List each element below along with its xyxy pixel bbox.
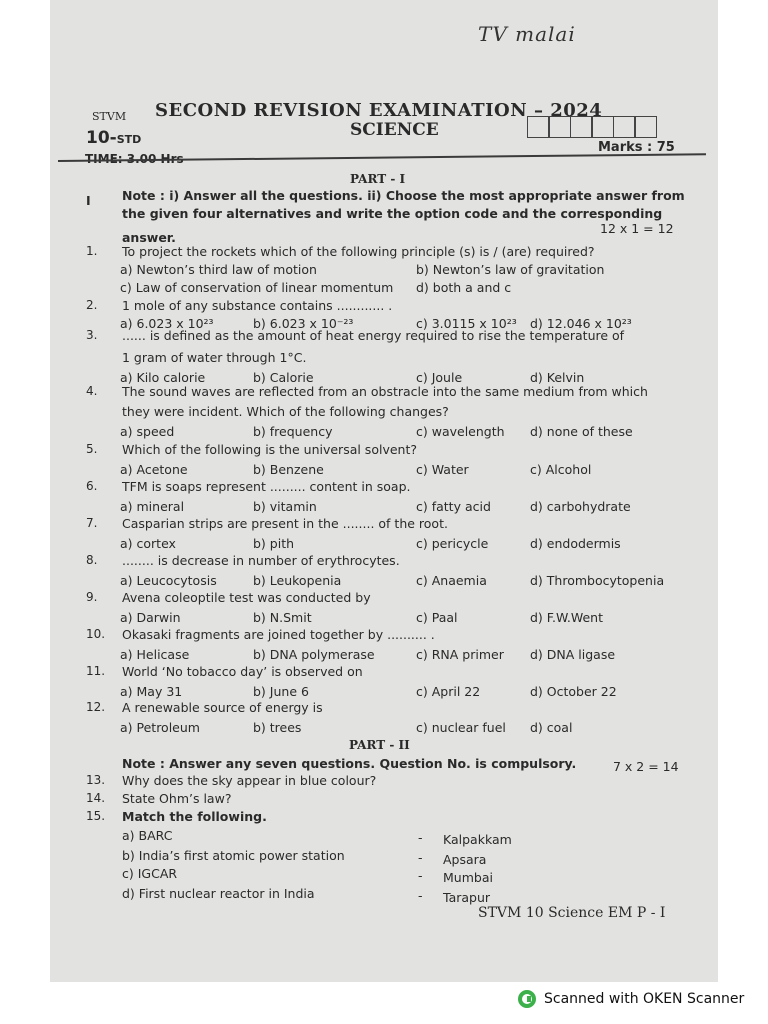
question-text: Which of the following is the universal solvent? xyxy=(122,442,417,457)
answer-option: b) DNA polymerase xyxy=(253,647,375,662)
question-text: 1 mole of any substance contains ............ . xyxy=(122,298,393,313)
part1-heading: PART - I xyxy=(350,172,406,186)
answer-option: c) April 22 xyxy=(416,684,481,699)
question-number: 5. xyxy=(86,442,98,456)
question-number: 10. xyxy=(86,627,106,641)
question-text: A renewable source of energy is xyxy=(122,700,323,715)
answer-option: a) Acetone xyxy=(120,462,188,477)
answer-option: a) Kilo calorie xyxy=(120,370,206,385)
question-number: 11. xyxy=(86,664,106,678)
match-right-item: Tarapur xyxy=(443,890,491,905)
answer-option: a) Helicase xyxy=(120,647,190,662)
question-number: 9. xyxy=(86,590,98,604)
question-text: ........ is decrease in number of erythrocytes. xyxy=(122,553,400,568)
handwritten-note: TV malai xyxy=(478,22,576,46)
question-number: 1. xyxy=(86,244,98,258)
answer-option: a) May 31 xyxy=(120,684,183,699)
answer-option: b) Newton’s law of gravitation xyxy=(416,262,605,277)
q14-text: State Ohm’s law? xyxy=(122,791,232,806)
match-dash: - xyxy=(418,868,423,883)
question-text: ...... is defined as the amount of heat energy required to rise the temperature of xyxy=(122,328,625,343)
answer-option: d) 12.046 x 10²³ xyxy=(530,316,632,331)
part1-note-line1: Note : i) Answer all the questions. ii) Choose the most appropriate answer from xyxy=(122,188,685,203)
match-left-item: b) India’s first atomic power station xyxy=(122,848,345,863)
answer-option: d) Kelvin xyxy=(530,370,585,385)
answer-option: d) both a and c xyxy=(416,280,512,295)
answer-option: a) 6.023 x 10²³ xyxy=(120,316,214,331)
page-footer: STVM 10 Science EM P - I xyxy=(478,905,666,921)
answer-option: c) Water xyxy=(416,462,469,477)
answer-option: c) 3.0115 x 10²³ xyxy=(416,316,517,331)
part1-roman: I xyxy=(86,193,91,208)
answer-option: a) Petroleum xyxy=(120,720,200,735)
answer-option: a) mineral xyxy=(120,499,185,514)
answer-option: c) Anaemia xyxy=(416,573,487,588)
answer-option: b) frequency xyxy=(253,424,333,439)
scanner-watermark xyxy=(518,990,744,1008)
answer-option: a) cortex xyxy=(120,536,176,551)
answer-option: c) pericycle xyxy=(416,536,489,551)
match-left-item: c) IGCAR xyxy=(122,866,178,881)
question-number: 8. xyxy=(86,553,98,567)
answer-option: b) vitamin xyxy=(253,499,317,514)
subject-title: SCIENCE xyxy=(350,120,439,140)
question-text: TFM is soaps represent ......... content in soap. xyxy=(122,479,411,494)
answer-option: c) nuclear fuel xyxy=(416,720,506,735)
question-text: 1 gram of water through 1°C. xyxy=(122,350,307,365)
question-number: 3. xyxy=(86,328,98,342)
time-label: TIME: 3.00 Hrs xyxy=(85,152,184,166)
match-right-item: Mumbai xyxy=(443,870,493,885)
marks-label: Marks : 75 xyxy=(598,140,675,155)
match-dash: - xyxy=(418,830,423,845)
answer-option: c) RNA primer xyxy=(416,647,504,662)
match-dash: - xyxy=(418,850,423,865)
question-text: Okasaki fragments are joined together by .......... . xyxy=(122,627,435,642)
answer-option: a) Newton’s third law of motion xyxy=(120,262,317,277)
part1-note-line2: the given four alternatives and write the option code and the corresponding xyxy=(122,206,663,221)
part2-score: 7 x 2 = 14 xyxy=(613,759,679,774)
answer-option: d) endodermis xyxy=(530,536,621,551)
scanner-label: Scanned with OKEN Scanner xyxy=(544,991,745,1007)
q15-number: 15. xyxy=(86,809,106,823)
part1-score: 12 x 1 = 12 xyxy=(600,221,674,236)
question-number: 4. xyxy=(86,384,98,398)
answer-option: c) fatty acid xyxy=(416,499,491,514)
part2-heading: PART - II xyxy=(349,738,410,752)
answer-option: b) trees xyxy=(253,720,302,735)
answer-option: d) coal xyxy=(530,720,573,735)
question-text: To project the rockets which of the following principle (s) is / (are) required? xyxy=(122,244,595,259)
question-text: Casparian strips are present in the ........ of the root. xyxy=(122,516,448,531)
question-text: Avena coleoptile test was conducted by xyxy=(122,590,371,605)
answer-option: b) N.Smit xyxy=(253,610,312,625)
answer-option: a) Leucocytosis xyxy=(120,573,217,588)
question-number: 6. xyxy=(86,479,98,493)
match-left-item: a) BARC xyxy=(122,828,173,843)
question-number: 2. xyxy=(86,298,98,312)
answer-option: a) speed xyxy=(120,424,175,439)
answer-option: c) Joule xyxy=(416,370,463,385)
answer-option: d) DNA ligase xyxy=(530,647,616,662)
answer-option: c) Paal xyxy=(416,610,458,625)
question-number: 7. xyxy=(86,516,98,530)
answer-option: c) Alcohol xyxy=(530,462,592,477)
std-label: 10-STD xyxy=(86,128,142,148)
register-number-boxes xyxy=(528,116,657,138)
answer-option: b) pith xyxy=(253,536,295,551)
answer-option: c) Law of conservation of linear momentum xyxy=(120,280,394,295)
q13-number: 13. xyxy=(86,773,106,787)
part2-note: Note : Answer any seven questions. Question No. is compulsory. xyxy=(122,756,577,771)
question-text: they were incident. Which of the following changes? xyxy=(122,404,449,419)
match-right-item: Apsara xyxy=(443,852,487,867)
answer-option: b) Benzene xyxy=(253,462,324,477)
q15-text: Match the following. xyxy=(122,809,267,824)
question-number: 12. xyxy=(86,700,106,714)
q14-number: 14. xyxy=(86,791,106,805)
answer-option: b) June 6 xyxy=(253,684,309,699)
match-left-item: d) First nuclear reactor in India xyxy=(122,886,315,901)
org-label: STVM xyxy=(92,110,127,123)
answer-option: b) 6.023 x 10⁻²³ xyxy=(253,316,354,331)
answer-option: b) Leukopenia xyxy=(253,573,342,588)
oken-logo-icon xyxy=(518,990,536,1008)
q13-text: Why does the sky appear in blue colour? xyxy=(122,773,377,788)
match-dash: - xyxy=(418,888,423,903)
part1-note-line3: answer. xyxy=(122,230,176,245)
exam-title: SECOND REVISION EXAMINATION – 2024 xyxy=(155,100,603,121)
answer-option: d) F.W.Went xyxy=(530,610,603,625)
answer-option: b) Calorie xyxy=(253,370,314,385)
answer-option: c) wavelength xyxy=(416,424,505,439)
answer-option: d) October 22 xyxy=(530,684,617,699)
question-text: World ‘No tobacco day’ is observed on xyxy=(122,664,363,679)
answer-option: a) Darwin xyxy=(120,610,181,625)
answer-option: d) Thrombocytopenia xyxy=(530,573,665,588)
answer-option: d) carbohydrate xyxy=(530,499,631,514)
answer-option: d) none of these xyxy=(530,424,633,439)
match-right-item: Kalpakkam xyxy=(443,832,512,847)
question-text: The sound waves are reflected from an obstracle into the same medium from which xyxy=(122,384,648,399)
